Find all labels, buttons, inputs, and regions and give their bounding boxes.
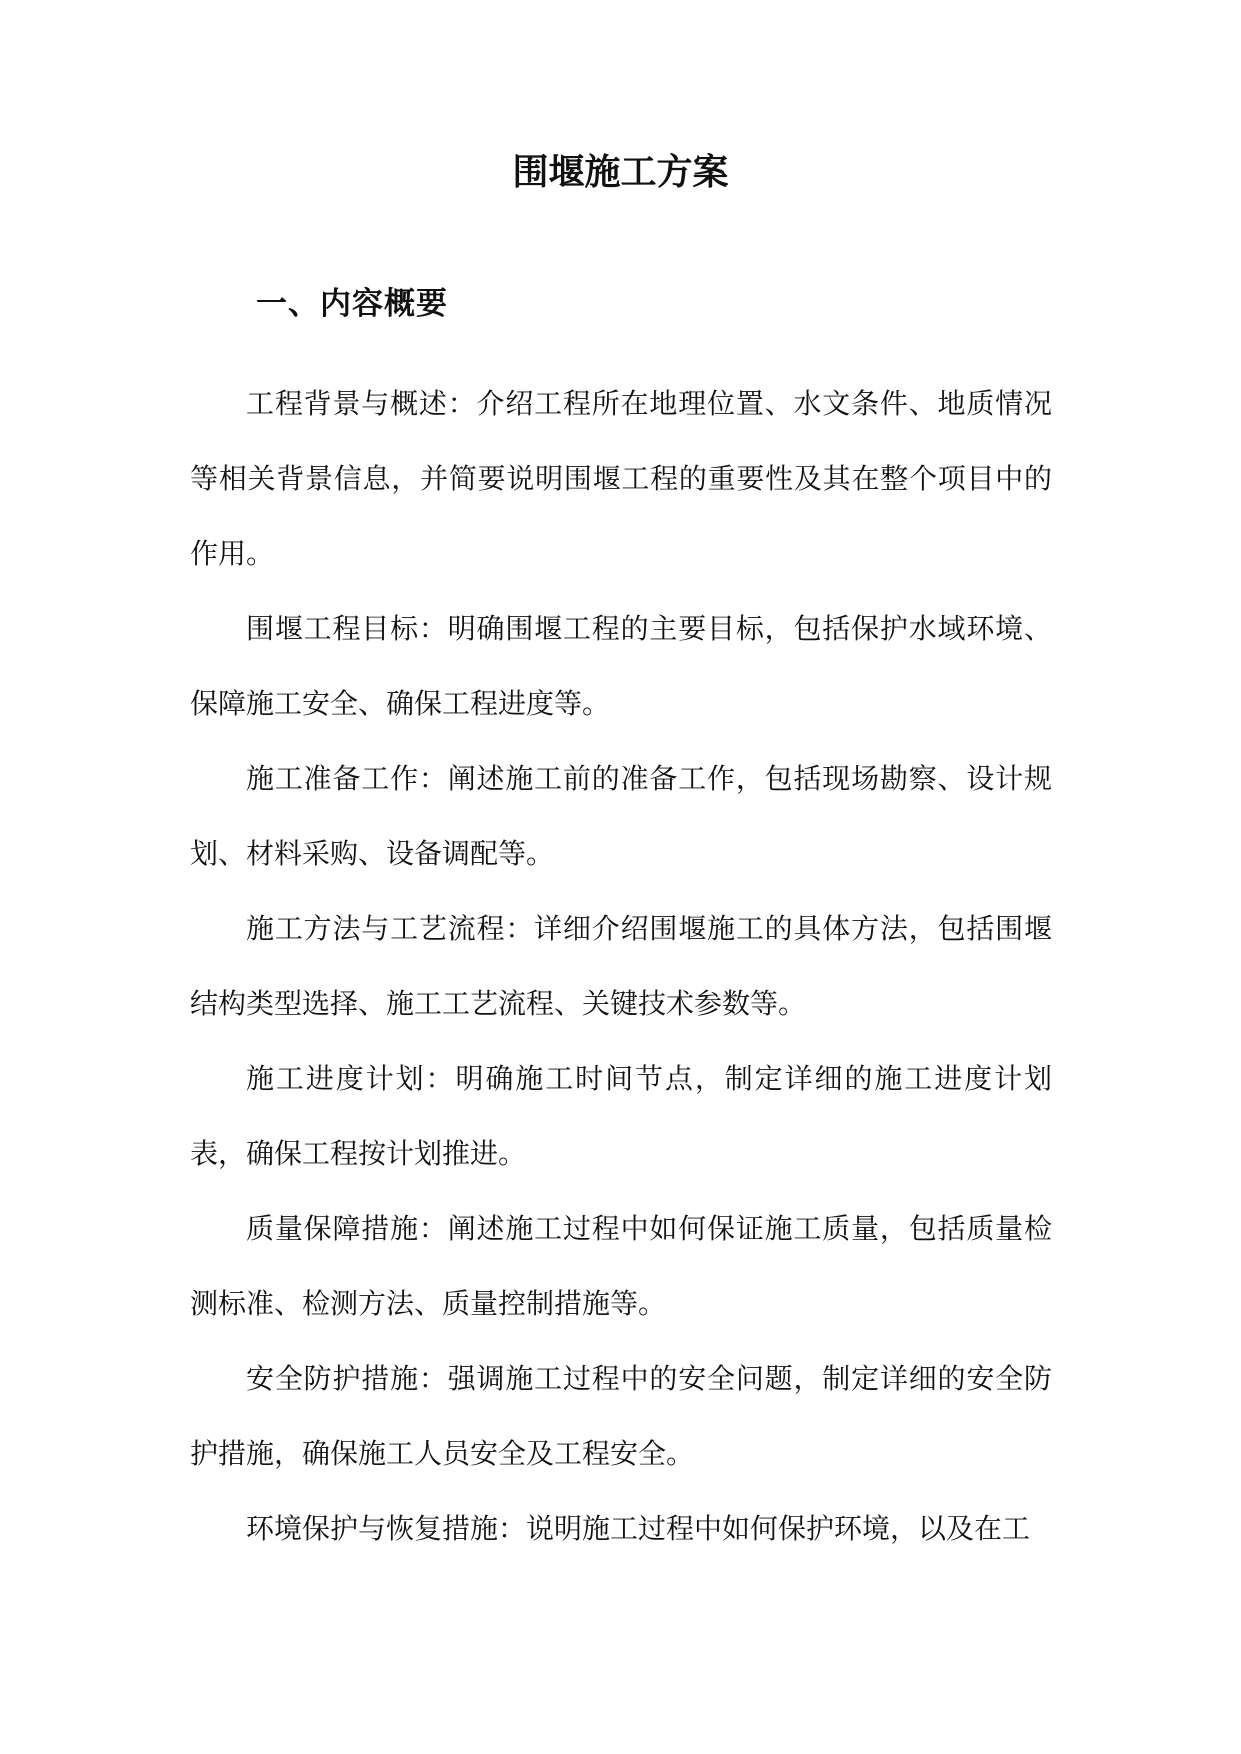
paragraph-background: 工程背景与概述：介绍工程所在地理位置、水文条件、地质情况等相关背景信息，并简要说明围堰工程的重要性及其在整个项目中的作用。 — [190, 387, 1052, 570]
paragraph-environment: 环境保护与恢复措施：说明施工过程中如何保护环境，以及在工 — [246, 1512, 1031, 1545]
section-body — [190, 366, 1052, 1566]
paragraph-objectives: 围堰工程目标：明确围堰工程的主要目标，包括保护水域环境、保障施工安全、确保工程进度等。 — [190, 612, 1052, 720]
paragraph-safety: 安全防护措施：强调施工过程中的安全问题，制定详细的安全防护措施，确保施工人员安全及工程安全。 — [190, 1362, 1052, 1470]
document-title: 围堰施工方案 — [512, 151, 729, 193]
paragraph-quality: 质量保障措施：阐述施工过程中如何保证施工质量，包括质量检测标准、检测方法、质量控制措施等。 — [190, 1212, 1052, 1320]
paragraph-methods: 施工方法与工艺流程：详细介绍围堰施工的具体方法，包括围堰结构类型选择、施工工艺流程、关键技术参数等。 — [190, 912, 1052, 1020]
section-heading: 一、内容概要 — [256, 286, 448, 322]
paragraph-schedule: 施工进度计划：明确施工时间节点，制定详细的施工进度计划表，确保工程按计划推进。 — [190, 1062, 1052, 1170]
paragraph-preparation: 施工准备工作：阐述施工前的准备工作，包括现场勘察、设计规划、材料采购、设备调配等。 — [190, 762, 1052, 870]
